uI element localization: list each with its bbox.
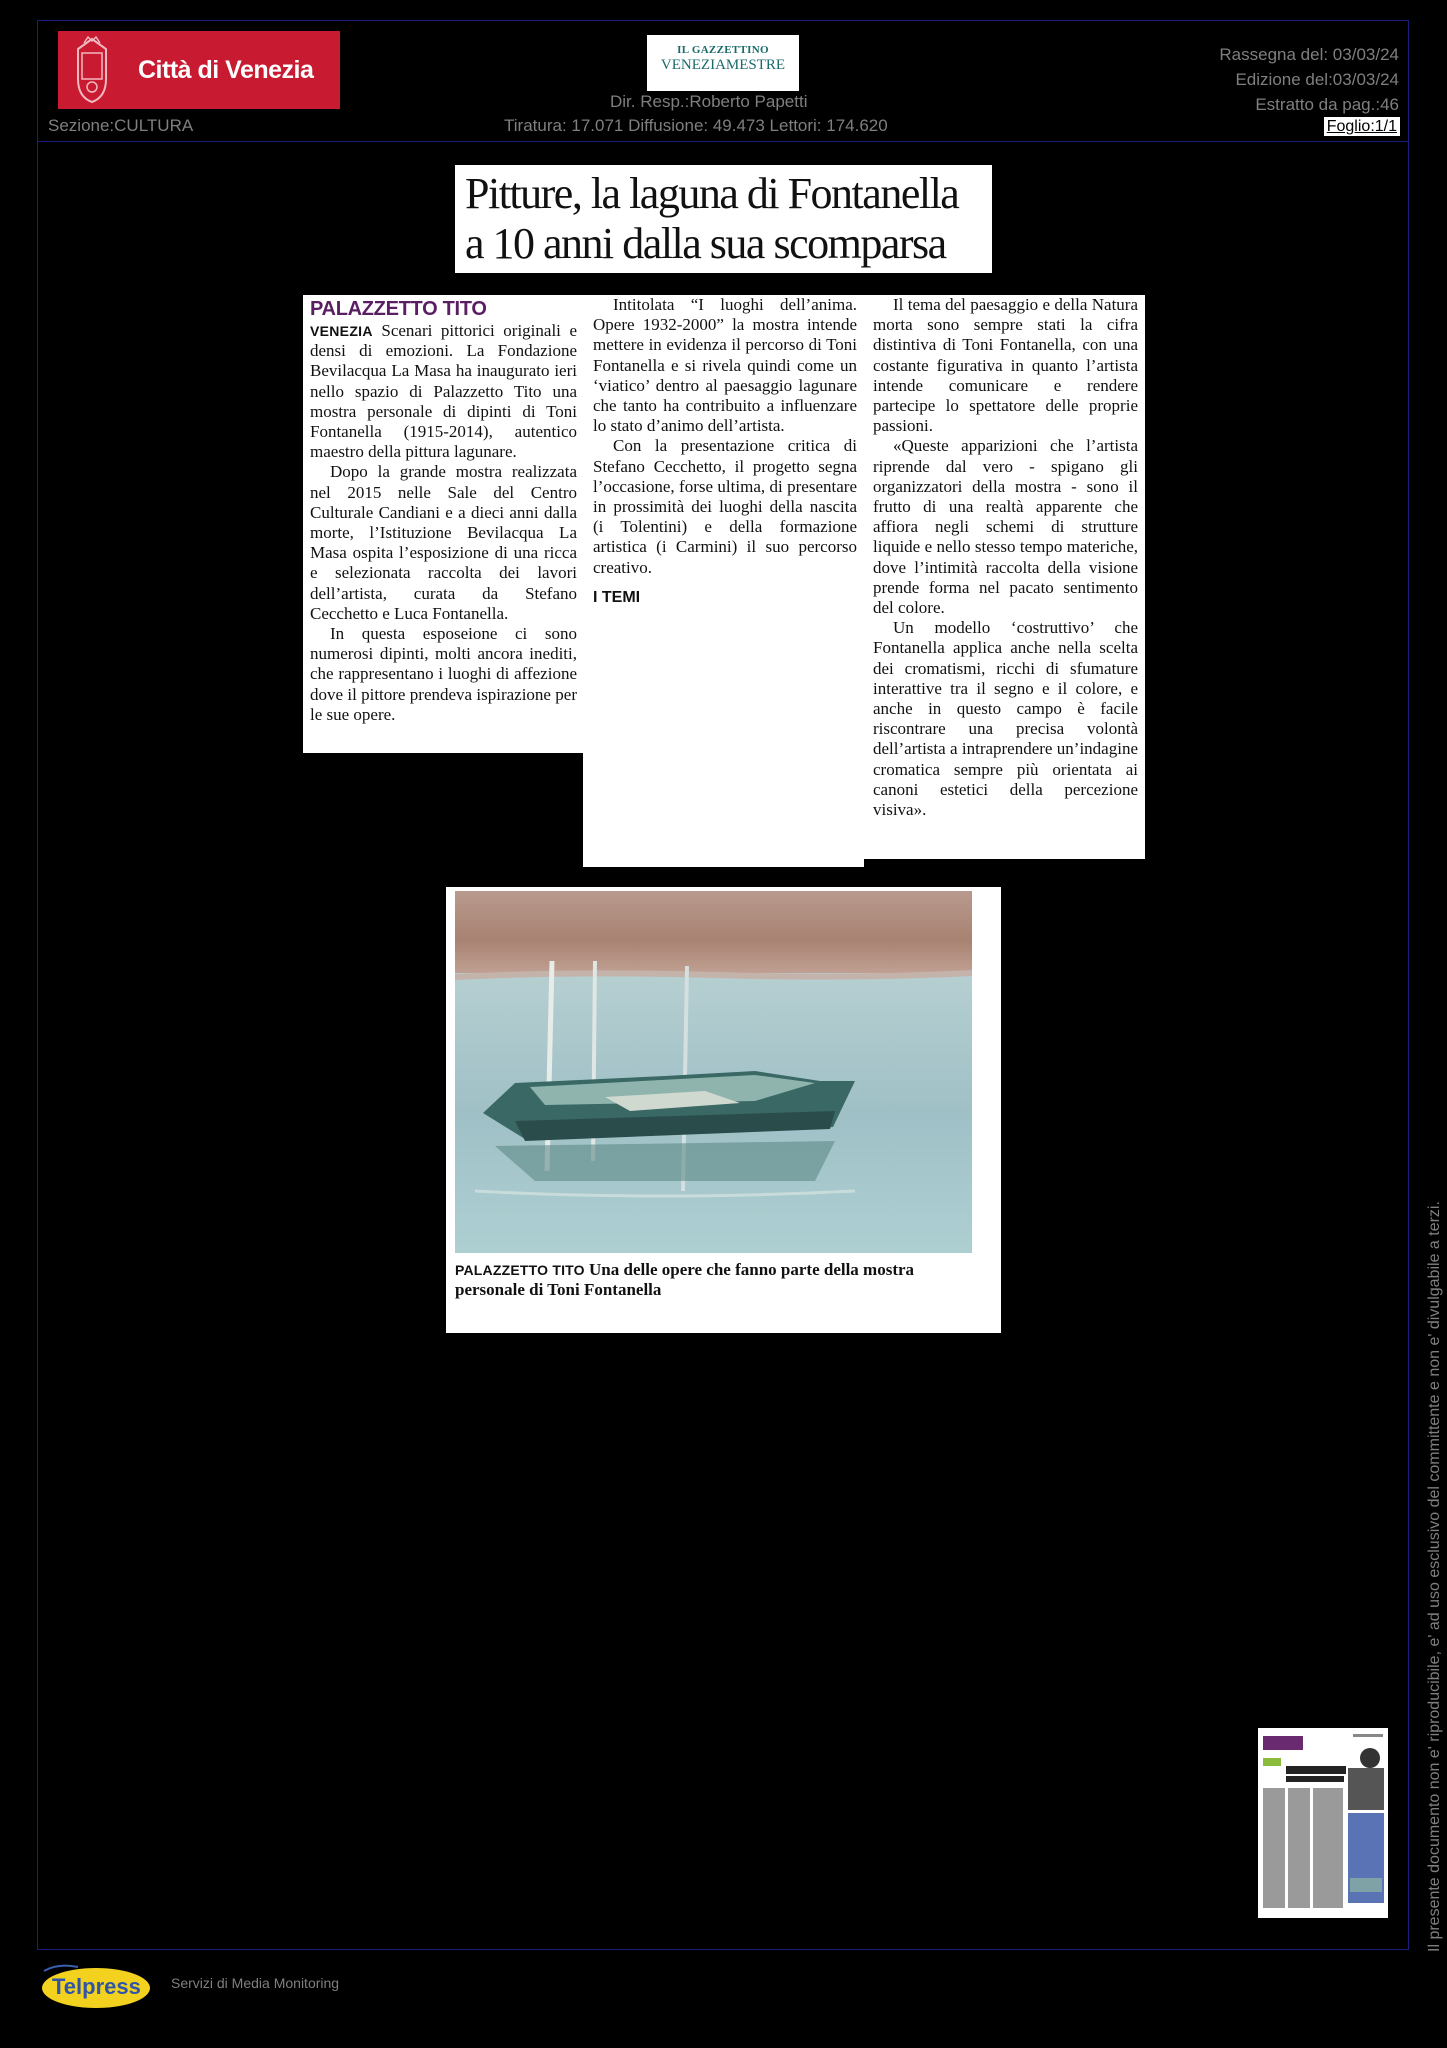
newspaper-name: IL GAZZETTINO: [677, 44, 769, 56]
dateline: VENEZIA: [310, 323, 373, 339]
director: Dir. Resp.:Roberto Papetti: [610, 92, 808, 111]
paragraph-1: [310, 321, 577, 462]
header-divider: [37, 141, 1409, 142]
caption-kicker: PALAZZETTO TITO: [455, 1262, 585, 1278]
newspaper-edition: VENEZIAMESTRE: [660, 57, 786, 73]
paragraph-3: In questa esposeione ci sono numerosi dipinti, molti ancora inediti, che rappresentano i luoghi di affezione dove il pittore prendeva ispirazione per le sue opere.: [310, 624, 577, 724]
services-label: Servizi di Media Monitoring: [171, 1975, 340, 1991]
paragraph-4: Intitolata “I luoghi dell’anima. Opere 1932-2000” la mostra intende mettere in evidenza il percorso di Toni Fontanella e si rivela quindi come un ‘viatico’ dentro al paesaggio lagunare che tanto ha contribuito a influenzare lo stato d’animo dell’artista.: [593, 295, 857, 436]
subheading-temi: I TEMI: [593, 588, 641, 606]
review-meta: [1219, 42, 1399, 117]
article-column-1: [303, 295, 583, 753]
telpress-wordmark: Telpress: [52, 1974, 141, 1999]
section-label: Sezione:CULTURA: [48, 116, 194, 135]
rassegna-date: Rassegna del: 03/03/24: [1219, 45, 1399, 64]
telpress-logo: [38, 1961, 152, 2009]
article-column-2: [583, 295, 864, 867]
brand-name: Città di Venezia: [138, 55, 314, 84]
photo-box: [446, 887, 1001, 1333]
paragraph-1-text: Scenari pittorici originali e densi di emozioni. La Fondazione Bevilacqua La Masa ha inaugurato ieri nello spazio di Palazzetto Tito una mostra personale di dipinti di Toni Fontanella (1915-2014), autentico maestro della pittura lagunare.: [310, 321, 578, 462]
paragraph-7: «Queste apparizioni che l’artista riprende dal vero - spigano gli organizzatori della mostra - sono il frutto di una realtà apparente che affiora negli schemi di strutture liquide e nello stesso tempo materiche, dove l’intimità raccolta della visione prende forma nel pacato sentimento del colore.: [873, 436, 1138, 618]
citta-di-venezia-logo: [58, 31, 340, 109]
page-thumbnail[interactable]: [1258, 1728, 1388, 1918]
caption-text: Una delle opere che fanno parte della mostra personale di Toni Fontanella: [455, 1260, 915, 1299]
article-kicker: PALAZZETTO TITO: [310, 298, 487, 320]
headline-line-2: a 10 anni dalla sua scomparsa: [465, 219, 946, 268]
edizione-date: Edizione del:03/03/24: [1235, 70, 1399, 89]
estratto-page: Estratto da pag.:46: [1255, 95, 1399, 114]
crest-icon: [68, 35, 116, 105]
article-column-3: [864, 295, 1145, 859]
article-headline: [455, 165, 992, 273]
legal-notice: Il presente documento non e' riproducibile, e' ad uso esclusivo del committente e non e' divulgabile a terzi.: [1426, 1201, 1443, 1952]
paragraph-8: Un modello ‘costruttivo’ che Fontanella applica anche nella scelta dei cromatismi, ricchi di sfumature interattive tra il segno e il colore, e anche in questo campo è facile riscontrare una precisa volontà dell’artista a intraprendere un’indagine cromatica sempre più orientata ai canoni estetici della percezione visiva».: [873, 618, 1138, 820]
photo-caption: [455, 1260, 975, 1300]
paragraph-2: Dopo la grande mostra realizzata nel 2015 nelle Sale del Centro Culturale Candiani e a dieci anni dalla morte, l’Istituzione Bevilacqua La Masa ospita l’esposizione di una ricca e selezionata raccolta dei lavori dell’artista, curata da Stefano Cecchetto e Luca Fontanella.: [310, 462, 577, 623]
circulation: Tiratura: 17.071 Diffusione: 49.473 Lettori: 174.620: [504, 116, 888, 135]
headline-line-1: Pitture, la laguna di Fontanella: [465, 169, 959, 218]
lagoon-boat-painting: [455, 891, 972, 1253]
foglio-link[interactable]: Foglio:1/1: [1324, 117, 1400, 136]
newspaper-logo: [647, 35, 799, 91]
paragraph-5: Con la presentazione critica di Stefano Cecchetto, il progetto segna l’occasione, forse ultima, di presentare in prossimità dei luoghi della nascita (i Tolentini) e della formazione artistica (i Carmini) il suo percorso creativo.: [593, 436, 857, 577]
paragraph-6: Il tema del paesaggio e della Natura morta sono sempre stati la cifra distintiva di Toni Fontanella, con una costante figurativa in quanto l’artista intende comunicare e rendere partecipe lo spettatore delle proprie passioni.: [873, 295, 1138, 436]
